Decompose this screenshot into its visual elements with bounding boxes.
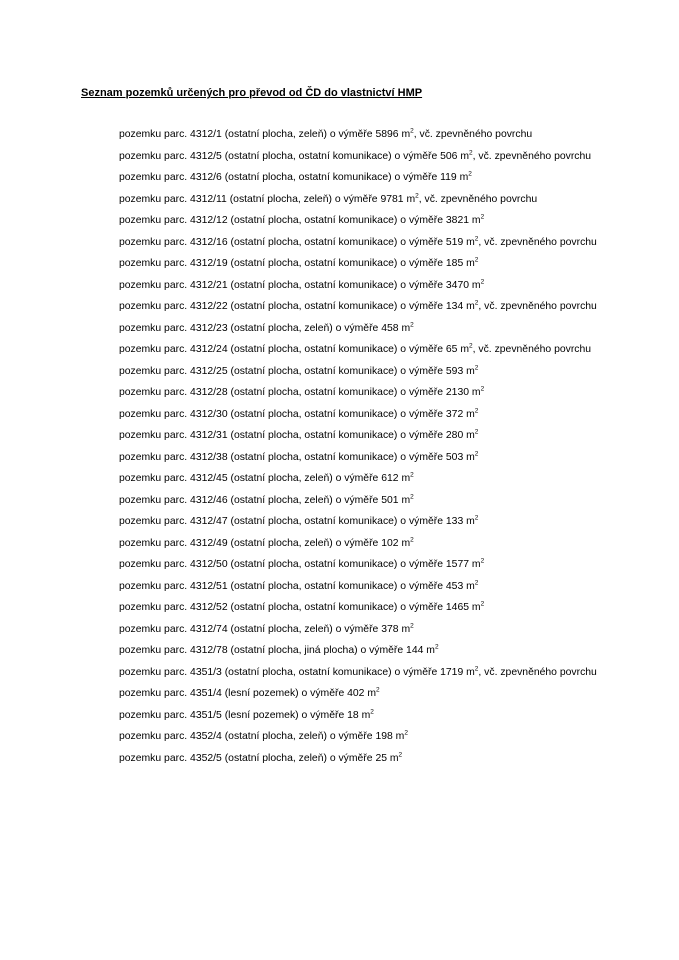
area-unit-superscript: 2 [370, 708, 374, 716]
parcel-item [119, 237, 599, 249]
parcel-text: pozemku parc. 4312/74 (ostatní plocha, zeleň) o výměře 378 m [119, 623, 411, 635]
area-unit-superscript: 2 [474, 450, 479, 458]
parcel-text: pozemku parc. 4312/24 (ostatní plocha, ostatní komunikace) o výměře 65 m [119, 344, 469, 355]
parcel-item [119, 430, 599, 442]
parcel-item [119, 559, 599, 571]
parcel-text: pozemku parc. 4312/1 (ostatní plocha, zeleň) o výměře 5896 m [119, 129, 411, 140]
parcel-item [119, 602, 599, 614]
area-unit-superscript: 2 [474, 235, 479, 243]
parcel-list [119, 129, 599, 774]
parcel-item [119, 710, 599, 722]
area-unit-superscript: 2 [474, 514, 479, 522]
parcel-item [119, 172, 599, 184]
parcel-item [119, 731, 599, 743]
area-unit-superscript: 2 [410, 493, 414, 501]
area-unit-superscript: 2 [469, 342, 473, 350]
area-unit-superscript: 2 [480, 278, 485, 286]
area-unit-superscript: 2 [415, 192, 419, 200]
parcel-item [119, 645, 599, 657]
area-unit-superscript: 2 [480, 557, 485, 565]
parcel-text: pozemku parc. 4312/23 (ostatní plocha, zeleň) o výměře 458 m [119, 322, 411, 334]
parcel-item [119, 301, 599, 313]
parcel-text: pozemku parc. 4312/16 (ostatní plocha, ostatní komunikace) o výměře 519 m [119, 236, 475, 248]
parcel-item [119, 387, 599, 399]
parcel-item [119, 473, 599, 485]
parcel-text: pozemku parc. 4312/49 (ostatní plocha, zeleň) o výměře 102 m [119, 537, 411, 549]
parcel-text-tail: , vč. zpevněného povrchu [478, 301, 597, 312]
parcel-text-tail: , vč. zpevněného povrchu [413, 129, 533, 140]
parcel-item [119, 452, 599, 464]
area-unit-superscript: 2 [480, 385, 485, 393]
parcel-text: pozemku parc. 4312/28 (ostatní plocha, ostatní komunikace) o výměře 2130 m [119, 387, 481, 398]
parcel-item [119, 129, 599, 141]
parcel-item [119, 753, 599, 765]
area-unit-superscript: 2 [410, 127, 414, 135]
parcel-text: pozemku parc. 4312/22 (ostatní plocha, ostatní komunikace) o výměře 134 m [119, 301, 475, 312]
area-unit-superscript: 2 [410, 471, 414, 479]
parcel-text: pozemku parc. 4312/50 (ostatní plocha, ostatní komunikace) o výměře 1577 m [119, 559, 481, 570]
parcel-item [119, 495, 599, 507]
area-unit-superscript: 2 [480, 213, 485, 221]
area-unit-superscript: 2 [468, 170, 472, 178]
parcel-text: pozemku parc. 4312/52 (ostatní plocha, ostatní komunikace) o výměře 1465 m [119, 602, 481, 613]
parcel-text: pozemku parc. 4352/4 (ostatní plocha, zeleň) o výměře 198 m [119, 731, 405, 742]
parcel-item [119, 538, 599, 550]
parcel-text: pozemku parc. 4312/12 (ostatní plocha, ostatní komunikace) o výměře 3821 m [119, 215, 481, 226]
parcel-item [119, 516, 599, 528]
area-unit-superscript: 2 [480, 600, 485, 608]
parcel-item [119, 624, 599, 636]
parcel-text: pozemku parc. 4312/31 (ostatní plocha, ostatní komunikace) o výměře 280 m [119, 430, 475, 441]
parcel-item [119, 194, 599, 206]
area-unit-superscript: 2 [474, 579, 479, 587]
parcel-item [119, 344, 599, 356]
parcel-item [119, 667, 599, 679]
parcel-item [119, 215, 599, 227]
parcel-text: pozemku parc. 4351/3 (ostatní plocha, ostatní komunikace) o výměře 1719 m [119, 666, 475, 678]
area-unit-superscript: 2 [474, 665, 479, 673]
parcel-item [119, 151, 599, 163]
parcel-text: pozemku parc. 4312/45 (ostatní plocha, zeleň) o výměře 612 m [119, 473, 411, 484]
area-unit-superscript: 2 [434, 643, 439, 651]
parcel-text-tail: , vč. zpevněného povrchu [418, 193, 538, 205]
area-unit-superscript: 2 [404, 729, 408, 737]
parcel-item [119, 409, 599, 421]
parcel-text: pozemku parc. 4351/5 (lesní pozemek) o výměře 18 m [119, 709, 371, 721]
parcel-item [119, 280, 599, 292]
parcel-text: pozemku parc. 4312/21 (ostatní plocha, ostatní komunikace) o výměře 3470 m [119, 279, 481, 291]
parcel-text: pozemku parc. 4312/6 (ostatní plocha, ostatní komunikace) o výměře 119 m [119, 172, 469, 183]
parcel-text: pozemku parc. 4352/5 (ostatní plocha, zeleň) o výměře 25 m [119, 752, 399, 764]
parcel-text: pozemku parc. 4312/30 (ostatní plocha, ostatní komunikace) o výměře 372 m [119, 408, 475, 420]
parcel-text: pozemku parc. 4312/5 (ostatní plocha, ostatní komunikace) o výměře 506 m [119, 150, 469, 162]
area-unit-superscript: 2 [474, 364, 479, 372]
parcel-text: pozemku parc. 4351/4 (lesní pozemek) o výměře 402 m [119, 688, 377, 699]
parcel-text-tail: , vč. zpevněného povrchu [472, 150, 592, 162]
parcel-text: pozemku parc. 4312/47 (ostatní plocha, ostatní komunikace) o výměře 133 m [119, 516, 475, 527]
parcel-text-tail: , vč. zpevněného povrchu [478, 236, 597, 248]
parcel-text: pozemku parc. 4312/19 (ostatní plocha, ostatní komunikace) o výměře 185 m [119, 258, 475, 269]
area-unit-superscript: 2 [474, 428, 479, 436]
parcel-text: pozemku parc. 4312/51 (ostatní plocha, ostatní komunikace) o výměře 453 m [119, 580, 475, 592]
parcel-text: pozemku parc. 4312/38 (ostatní plocha, ostatní komunikace) o výměře 503 m [119, 451, 475, 463]
parcel-text: pozemku parc. 4312/46 (ostatní plocha, zeleň) o výměře 501 m [119, 494, 411, 506]
area-unit-superscript: 2 [398, 751, 403, 759]
parcel-text-tail: , vč. zpevněného povrchu [478, 666, 597, 678]
area-unit-superscript: 2 [474, 256, 479, 264]
parcel-item [119, 581, 599, 593]
parcel-text: pozemku parc. 4312/25 (ostatní plocha, ostatní komunikace) o výměře 593 m [119, 365, 475, 377]
parcel-item [119, 688, 599, 700]
area-unit-superscript: 2 [474, 407, 479, 415]
area-unit-superscript: 2 [410, 536, 414, 544]
parcel-item [119, 323, 599, 335]
area-unit-superscript: 2 [376, 686, 380, 694]
area-unit-superscript: 2 [410, 622, 414, 630]
parcel-item [119, 258, 599, 270]
parcel-item [119, 366, 599, 378]
parcel-text: pozemku parc. 4312/11 (ostatní plocha, zeleň) o výměře 9781 m [119, 193, 416, 205]
area-unit-superscript: 2 [410, 321, 414, 329]
parcel-text: pozemku parc. 4312/78 (ostatní plocha, jiná plocha) o výměře 144 m [119, 645, 435, 656]
area-unit-superscript: 2 [474, 299, 479, 307]
document-title: Seznam pozemků určených pro převod od ČD do vlastnictví HMP [81, 87, 423, 99]
parcel-text-tail: , vč. zpevněného povrchu [472, 344, 592, 355]
area-unit-superscript: 2 [469, 149, 473, 157]
